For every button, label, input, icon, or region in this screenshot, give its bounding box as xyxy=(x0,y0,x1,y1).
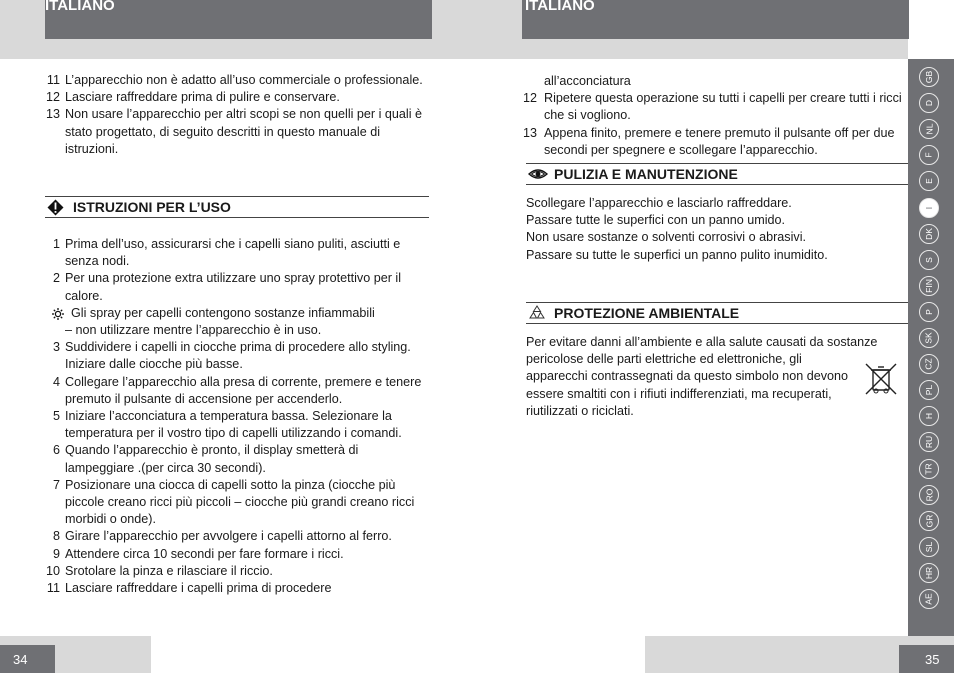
language-tab-s[interactable] xyxy=(919,250,939,270)
environment-first-line: Per evitare danni all’ambiente e alla salute causati da sostanze xyxy=(526,335,878,349)
language-tab-label: FIN xyxy=(923,278,934,293)
recycle-icon xyxy=(528,305,546,321)
language-tab-label: H xyxy=(923,413,934,420)
list-item: 2 Per una protezione extra utilizzare uno spray protettivo per il calore. xyxy=(52,271,402,303)
language-tab-label: AE xyxy=(924,593,934,605)
list-item: 12 Ripetere questa operazione su tutti i capelli per creare tutti i ricci che si vogliono. xyxy=(522,91,902,123)
page-number-left: 34 xyxy=(0,645,55,673)
language-tab-ae[interactable] xyxy=(919,589,939,609)
warning-icon xyxy=(47,199,64,216)
language-tab-label: DK xyxy=(924,227,934,240)
language-tab-e[interactable] xyxy=(919,171,939,191)
section-environment xyxy=(526,302,908,324)
language-tab-label: SK xyxy=(924,332,934,344)
flammable-warning: Gli spray per capelli contengono sostanze infiammabili xyxy=(45,305,430,322)
language-tab-p[interactable] xyxy=(919,302,939,322)
cleaning-line: Scollegare l’apparecchio e lasciarlo raffreddare. xyxy=(526,196,792,210)
language-tab-label: NL xyxy=(924,123,934,135)
cleaning-line: Passare su tutte le superfici un panno pulito inumidito. xyxy=(526,247,828,262)
section-title: PROTEZIONE AMBIENTALE xyxy=(554,305,740,321)
left-top-list xyxy=(45,72,430,158)
flammable-warning-continued: – non utilizzare mentre l’apparecchio è in uso. xyxy=(65,323,322,338)
language-tab-fin[interactable] xyxy=(919,276,939,296)
language-tab-label: E xyxy=(923,178,934,185)
list-item: 12 Lasciare raffreddare prima di pulire e conservare. xyxy=(45,90,340,105)
language-tab-gb[interactable] xyxy=(919,67,939,87)
language-tab-label: S xyxy=(923,256,934,263)
language-tab-f[interactable] xyxy=(919,145,939,165)
cleaning-line: Non usare sostanze o solventi corrosivi o abrasivi. xyxy=(526,230,806,245)
section-cleaning xyxy=(526,163,908,185)
language-tab-sk[interactable] xyxy=(919,328,939,348)
header-left-title: ITALIANO xyxy=(45,0,115,14)
language-tab-label: RO xyxy=(924,488,934,501)
language-tab-label: F xyxy=(923,152,934,158)
language-tab-label: PL xyxy=(924,384,934,396)
language-tab-label: P xyxy=(923,309,934,315)
environment-text xyxy=(526,334,908,420)
language-tab-h[interactable] xyxy=(919,406,939,426)
language-tab-nl[interactable] xyxy=(919,119,939,139)
language-tab-label: GR xyxy=(924,514,934,528)
language-tab-label: RU xyxy=(924,436,934,449)
list-item: 9 Attendere circa 10 secondi per fare formare i ricci. xyxy=(52,546,344,561)
language-tab-d[interactable] xyxy=(919,93,939,113)
language-tab-ro[interactable] xyxy=(919,485,939,505)
header-left xyxy=(45,0,432,39)
list-item: 13 Appena finito, premere e tenere premuto il pulsante off per due secondi per spegnere e scollegare l’apparecchio. xyxy=(522,125,895,157)
section-usage-instructions xyxy=(45,196,429,218)
section-title: PULIZIA E MANUTENZIONE xyxy=(554,166,738,182)
language-tab-label: D xyxy=(923,100,934,107)
page-number-right: 35 xyxy=(899,645,954,673)
list-item: 4 Collegare l’apparecchio alla presa di corrente, premere e tenere premuto il pulsante di accensione per accenderlo. xyxy=(52,374,422,406)
section-title: ISTRUZIONI PER L’USO xyxy=(73,199,231,215)
list-item: 1 Prima dell’uso, assicurarsi che i capelli siano puliti, asciutti e senza nodi. xyxy=(52,237,401,269)
language-tab-hr[interactable] xyxy=(919,563,939,583)
cleaning-line: Passare tutte le superfici con un panno umido. xyxy=(526,213,786,228)
header-right-title: ITALIANO xyxy=(525,0,595,14)
language-tab-ru[interactable] xyxy=(919,432,939,452)
language-tab-label: CZ xyxy=(924,358,934,370)
language-tab-cz[interactable] xyxy=(919,354,939,374)
language-tab-label: TR xyxy=(924,462,934,475)
language-tab-gr[interactable] xyxy=(919,511,939,531)
eye-icon xyxy=(528,166,548,182)
header-right xyxy=(522,0,909,39)
list-item: 10 Srotolare la pinza e rilasciare il riccio. xyxy=(45,563,273,578)
language-tab-label: HR xyxy=(924,566,934,580)
language-tab-i[interactable] xyxy=(919,198,939,218)
list-item: 5 Iniziare l’acconciatura a temperatura bassa. Selezionare la temperatura per il vostro tipo di capelli utilizzando i comandi. xyxy=(52,409,402,441)
language-tab-label: I xyxy=(924,206,934,209)
environment-body: pericolose delle parti elettriche ed elettroniche, gli apparecchi contrassegnati da questo simbolo non devono essere smaltiti con i rifiuti indifferenziati, ma recuperati, riutilizzati o riciclati. xyxy=(526,352,849,418)
flame-warning-icon xyxy=(52,308,64,320)
language-tab-tr[interactable] xyxy=(919,459,939,479)
list-item: 8 Girare l’apparecchio per avvolgere i capelli attorno al ferro. xyxy=(52,529,392,544)
language-tabs xyxy=(908,59,954,636)
language-tab-label: GB xyxy=(924,70,934,84)
cleaning-instructions xyxy=(526,195,908,264)
list-item: 7 Posizionare una ciocca di capelli sotto la pinza (ciocche più piccole creano ricci più piccoli – ciocche più grandi creano ricci morbidi o onde). xyxy=(52,477,415,527)
language-tab-label: SL xyxy=(924,541,934,552)
list-item: 11 L’apparecchio non è adatto all’uso commerciale o professionale. xyxy=(46,73,423,87)
list-item: 11 Lasciare raffreddare i capelli prima di procedere xyxy=(46,581,332,596)
list-item: 3 Suddividere i capelli in ciocche prima di procedere allo styling. Iniziare dalle ciocche più basse. xyxy=(52,340,411,372)
usage-steps xyxy=(45,236,430,597)
language-tab-sl[interactable] xyxy=(919,537,939,557)
language-tab-pl[interactable] xyxy=(919,380,939,400)
list-item: 13 Non usare l’apparecchio per altri scopi se non quelli per i quali è stato progettato, di seguito descritti in questo manuale di istruzioni. xyxy=(45,107,423,156)
crossed-bin-icon xyxy=(863,361,899,397)
list-item: 6 Quando l’apparecchio è pronto, il display smetterà di lampeggiare .(per circa 30 secondi). xyxy=(52,443,359,475)
language-tab-dk[interactable] xyxy=(919,224,939,244)
step-continuation: all’acconciatura xyxy=(544,74,631,88)
right-steps xyxy=(522,73,908,159)
